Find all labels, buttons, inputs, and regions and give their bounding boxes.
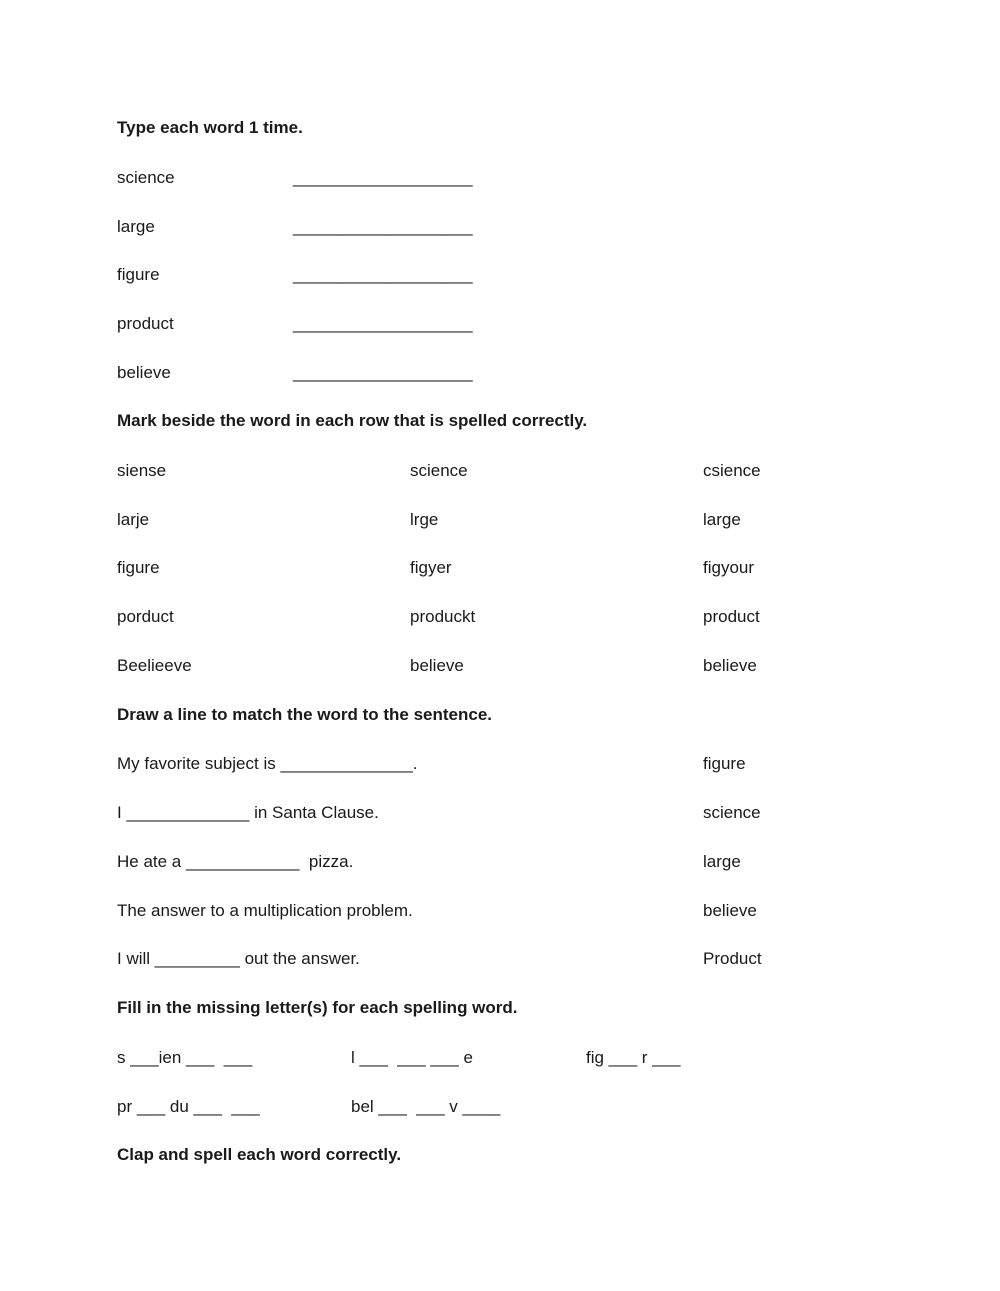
spelling-choice-row — [117, 557, 755, 579]
match-sentence[interactable]: He ate a ____________ pizza. — [117, 852, 354, 871]
type-row-word: product — [117, 314, 174, 333]
fill-letters-item[interactable]: fig ___ r ___ — [586, 1048, 681, 1067]
spelling-option[interactable]: Beelieeve — [117, 656, 192, 675]
fill-letters-item[interactable]: bel ___ ___ v ____ — [351, 1097, 501, 1116]
type-row — [117, 362, 473, 384]
spelling-option[interactable]: product — [703, 607, 760, 626]
type-row — [117, 264, 473, 286]
spelling-option[interactable]: believe — [410, 656, 464, 675]
type-row-blank[interactable]: ___________________ — [293, 217, 473, 236]
match-word[interactable]: believe — [703, 901, 757, 920]
section2-heading: Mark beside the word in each row that is spelled correctly. — [117, 411, 588, 430]
match-word[interactable]: large — [703, 852, 741, 871]
match-row — [117, 851, 741, 873]
match-row — [117, 802, 761, 824]
section3-heading: Draw a line to match the word to the sentence. — [117, 705, 493, 724]
match-row — [117, 948, 762, 970]
type-row-word: believe — [117, 363, 171, 382]
spelling-choice-row — [117, 655, 757, 677]
spelling-option[interactable]: porduct — [117, 607, 174, 626]
type-row-blank[interactable]: ___________________ — [293, 314, 473, 333]
match-sentence[interactable]: I will _________ out the answer. — [117, 949, 360, 968]
type-row — [117, 313, 473, 335]
spelling-option[interactable]: larje — [117, 510, 150, 529]
match-row — [117, 753, 746, 775]
fill-letters-row — [117, 1047, 681, 1069]
type-row-blank[interactable]: ___________________ — [293, 363, 473, 382]
spelling-option[interactable]: figure — [117, 558, 160, 577]
spelling-option[interactable]: figyour — [703, 558, 755, 577]
type-row-word: figure — [117, 265, 160, 284]
spelling-option[interactable]: believe — [703, 656, 757, 675]
spelling-choice-row — [117, 460, 761, 482]
match-word[interactable]: science — [703, 803, 761, 822]
spelling-option[interactable]: csience — [703, 461, 761, 480]
section5-heading: Clap and spell each word correctly. — [117, 1145, 402, 1164]
match-sentence[interactable]: My favorite subject is ______________. — [117, 754, 418, 773]
spelling-option[interactable]: science — [410, 461, 468, 480]
fill-letters-item[interactable]: s ___ien ___ ___ — [117, 1048, 253, 1067]
type-row — [117, 167, 473, 189]
match-word[interactable]: Product — [703, 949, 762, 968]
match-word[interactable]: figure — [703, 754, 746, 773]
fill-letters-item[interactable]: l ___ ___ ___ e — [351, 1048, 473, 1067]
type-row — [117, 216, 473, 238]
spelling-option[interactable]: figyer — [410, 558, 452, 577]
match-sentence[interactable]: I _____________ in Santa Clause. — [117, 803, 379, 822]
fill-letters-row — [117, 1096, 501, 1118]
section4-heading: Fill in the missing letter(s) for each spelling word. — [117, 998, 518, 1017]
section1-heading: Type each word 1 time. — [117, 118, 303, 137]
match-sentence[interactable]: The answer to a multiplication problem. — [117, 901, 413, 920]
spelling-choice-row — [117, 606, 760, 628]
fill-letters-item[interactable]: pr ___ du ___ ___ — [117, 1097, 260, 1116]
spelling-option[interactable]: lrge — [410, 510, 439, 529]
spelling-option[interactable]: large — [703, 510, 741, 529]
match-row — [117, 900, 757, 922]
type-row-word: large — [117, 217, 155, 236]
spelling-option[interactable]: siense — [117, 461, 167, 480]
type-row-blank[interactable]: ___________________ — [293, 265, 473, 284]
type-row-word: science — [117, 168, 175, 187]
type-row-blank[interactable]: ___________________ — [293, 168, 473, 187]
spelling-choice-row — [117, 509, 741, 531]
spelling-option[interactable]: produckt — [410, 607, 476, 626]
